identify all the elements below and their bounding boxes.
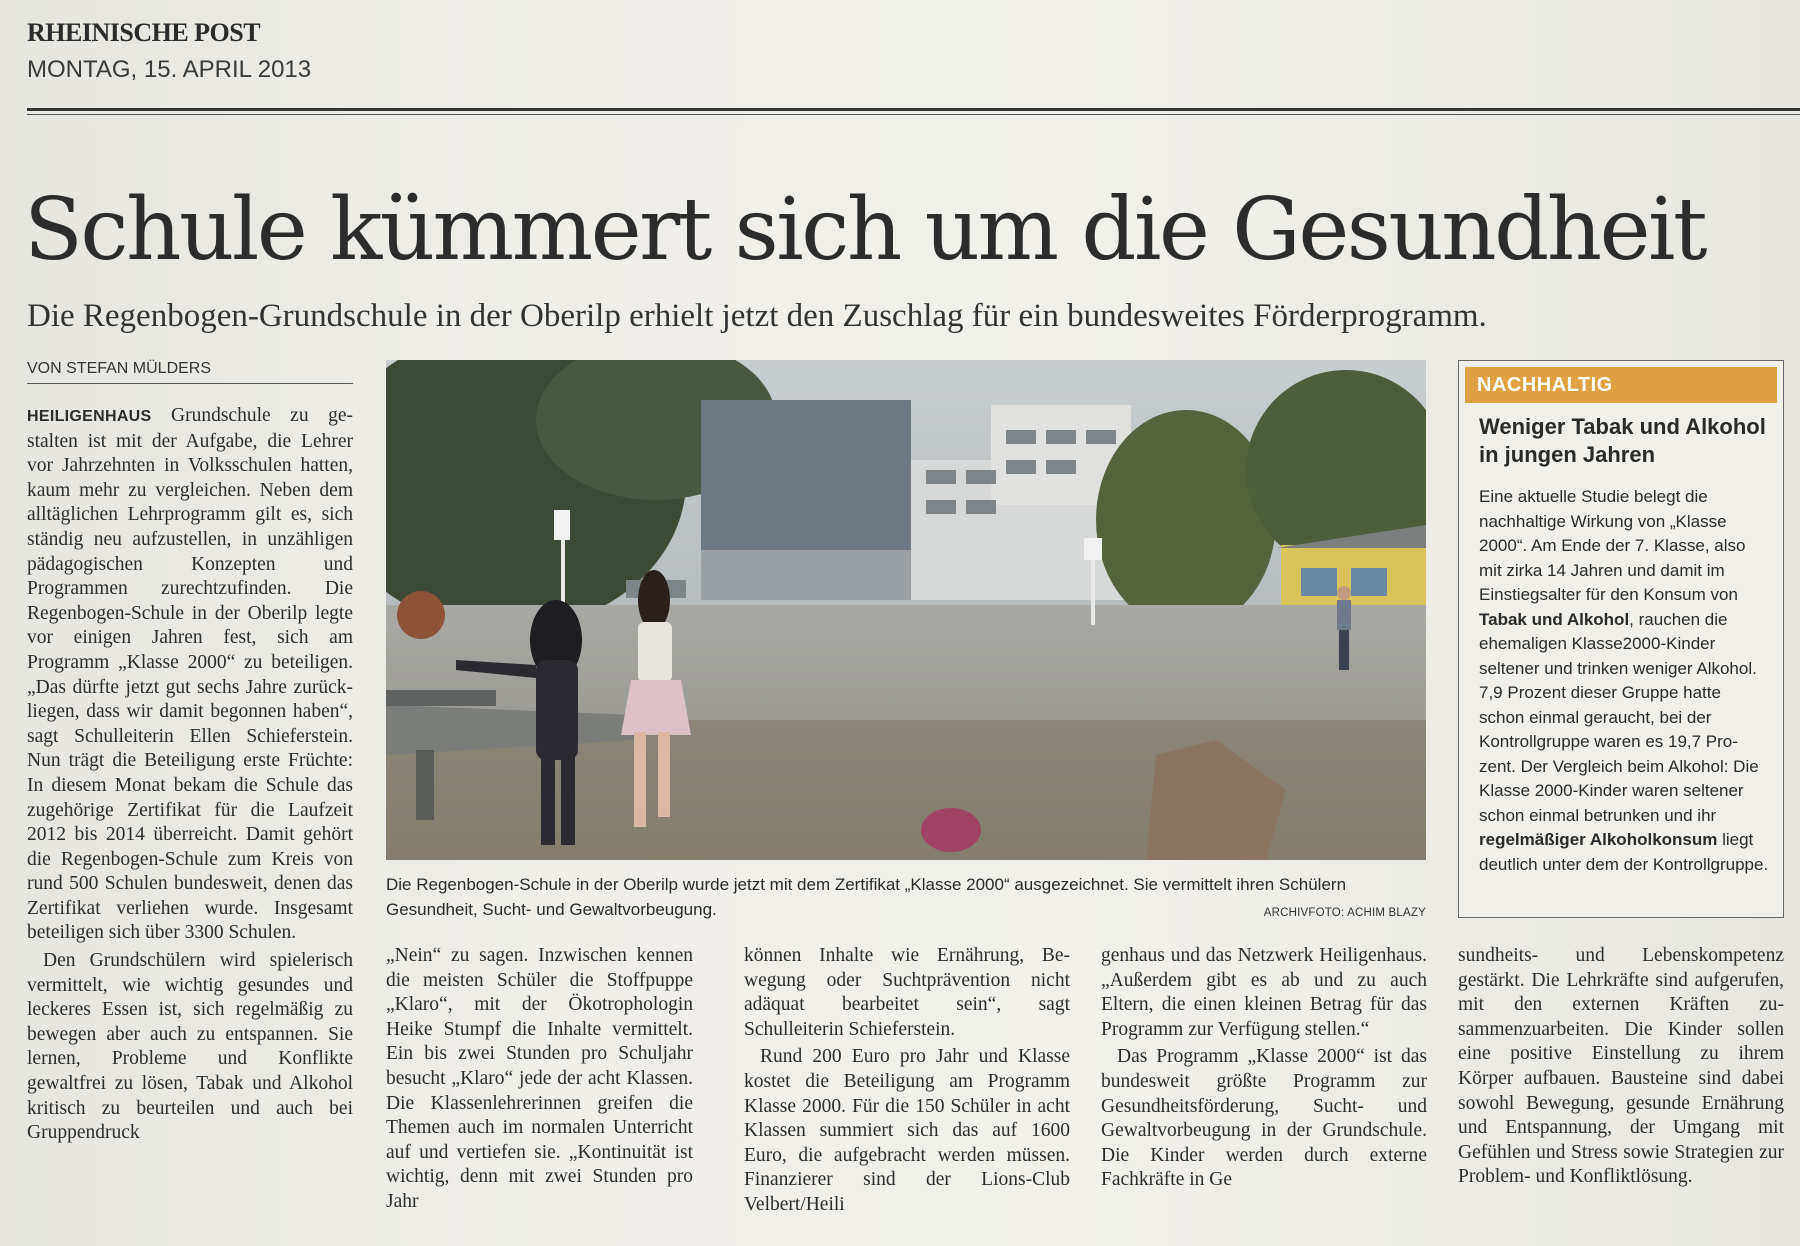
masthead-rule: [27, 108, 1800, 111]
article-subheadline: Die Regenbogen-Grundschule in der Oberilp erhielt jetzt den Zuschlag für ein bundesweites Förderprogramm.: [27, 298, 1487, 334]
window: [1301, 568, 1337, 596]
issue-date: MONTAG, 15. APRIL 2013: [27, 56, 312, 83]
paragraph: sundheits- und Lebenskompetenz gestärkt. Die Lehrkräfte sind aufgerufen, mit den externen Kräften zusammenzuarbeiten. Die Kinder sollen eine positive Einstellung zu ihrem Körper aufbauen. Bausteine sind dabei sowohl Bewegung, gesunde Ernährung und Entspannung, der Umgang mit Gefühlen und Stress sowie Strategien zur Problem- und Konfliktlösung.: [1458, 945, 1784, 1188]
photo-credit: ARCHIVFOTO: ACHIM BLAZY: [1263, 907, 1426, 919]
climbing-wall: [701, 550, 911, 600]
paragraph: [27, 404, 353, 946]
info-box-text: [1479, 485, 1769, 877]
boy-head: [1337, 586, 1351, 600]
paragraph: Das Programm „Klasse 2000“ ist das bundesweit größte Programm zur Gesundheitsförderung, Sucht- und Gewaltvorbeugung in der Grundschule. Die Kinder werden durch externe Fachkräfte in Ge: [1101, 1046, 1427, 1191]
masthead-rule-thin: [27, 114, 1800, 115]
article-column-5: [1458, 944, 1784, 1190]
masthead: [27, 18, 311, 86]
paragraph: können Inhalte wie Ernährung, Bewegung oder Suchtprävention nicht adäquat bearbeitet sein“, sagt Schulleiterin Schieferstein.: [744, 945, 1070, 1040]
info-box-title: Weniger Tabak und Alkohol in jungen Jahren: [1479, 414, 1766, 467]
info-box-label: NACHHALTIG: [1465, 367, 1777, 403]
child-dark-leg: [541, 755, 555, 845]
schoolyard-photo-illustration: [386, 360, 1426, 860]
tree-right: [1096, 410, 1276, 630]
article-column-2: [386, 944, 693, 1215]
info-text: , rauchen die ehemaligen Klasse2000-Kinder seltener und trinken weniger Alkohol. 7,9 Prozent dieser Gruppe hatte schon einmal geraucht, bei der Kontrollgruppe waren es 19,7 Prozent. Der Vergleich beim Alkohol: Die Klasse 2000-Kinder waren seltener schon einmal betrunken und ihr: [1479, 609, 1759, 825]
window: [1351, 568, 1387, 596]
info-text: Eine aktuelle Studie belegt die nachhaltige Wirkung von „Klasse 2000“. Am Ende der 7. Klasse, also mit zirka 14 Jahren und damit im Einstiegsalter für den Konsum von: [1479, 487, 1746, 604]
info-box: [1458, 360, 1784, 918]
article-headline: Schule kümmert sich um die Gesundheit: [24, 180, 1706, 280]
newspaper-name: RHEINISCHE POST: [27, 18, 261, 47]
info-text-bold: regelmäßiger Alkoholkonsum: [1479, 830, 1718, 849]
article-column-3: [744, 944, 1070, 1218]
child-dark-leg: [561, 755, 575, 845]
paragraph-text: Grundschule zu gestalten ist mit der Aufgabe, die Lehrer vor Jahrzehnten in Volksschulen hatten, kaum mehr zu vergleichen. Neben dem alltäglichen Lehrprogramm gilt es, sich ständig neu aufzustellen, in unzähligen pädagogischen Konzepten und Programmen zurechtzufinden. Die Regenbogen-Schule in der Oberilp legte vor einigen Jahren fest, sich am Programm „Klasse 2000“ zu beteiligen. „Das dürfte jetzt gut sechs Jahre zurückliegen, dass wir damit begonnen haben“, sagt Schulleiterin Ellen Schieferstein. Nun trägt die Beteiligung erste Früchte: In diesem Monat bekam die Schule das zugehörige Zertifikat für die Laufzeit 2012 bis 2014 überreicht. Damit gehört die Regenbogen-Schule zum Kreis von rund 500 Schulen bundesweit, denen das Zertifikat verliehen wurde. Insgesamt beteiligen sich über 3300 Schulen.: [27, 405, 353, 944]
table-leg: [416, 750, 434, 820]
paragraph: genhaus und das Netzwerk Heiligenhaus. „Außerdem gibt es ab und zu auch Eltern, die einen kleinen Betrag für das Programm zur Verfügung stellen.“: [1101, 945, 1427, 1040]
child-leg: [634, 732, 646, 827]
child-hair: [638, 570, 670, 630]
school-bag: [921, 808, 981, 852]
paragraph: Den Grundschülern wird spielerisch vermittelt, wie wichtig gesundes und leckeres Essen ist, sich regelmäßig zu bewegen aber auch zu entspannen. Sie lernen, Probleme und Konflikte gewaltfrei zu lösen, Tabak und Alkohol kritisch zu beurteilen und auch bei Gruppendruck: [27, 950, 353, 1144]
paragraph: „Nein“ zu sagen. Inzwischen kennen die meisten Schüler die Stoffpuppe „Klaro“, mit der Ökotrophologin Heike Stumpf die Inhalte vermittelt. Ein bis zwei Stunden pro Schuljahr besucht „Klaro“ jede der acht Klassen. Die Klassenlehrerinnen greifen die Themen auch im normalen Unterricht auf und vertiefen sie. „Kontinuität ist wichtig, denn mit zwei Stunden pro Jahr: [386, 945, 693, 1212]
article-column-4: [1101, 944, 1427, 1193]
info-text: liegt deutlich unter dem der Kontrollgruppe.: [1479, 830, 1769, 874]
boy-body: [1337, 600, 1351, 630]
dateline: HEILIGENHAUS: [27, 408, 152, 425]
table-tennis-net: [386, 690, 496, 706]
paragraph: Rund 200 Euro pro Jahr und Klasse kostet die Beteiligung am Programm Klasse 2000. Für die 150 Schüler in acht Klassen summiert sich das auf 1600 Euro, die aufgebracht werden müssen. Finanzierer sind der Lions-Club Velbert/Heili: [744, 1046, 1070, 1215]
child-shirt: [638, 622, 672, 682]
info-text-bold: Tabak und Alkohol: [1479, 609, 1630, 629]
byline: VON STEFAN MÜLDERS: [27, 360, 353, 384]
child-leg: [658, 732, 670, 817]
ball: [397, 591, 445, 639]
article-column-1: [27, 404, 353, 1146]
child-dark-body: [536, 660, 578, 760]
photo-caption: [386, 872, 1426, 922]
boy-legs: [1339, 630, 1349, 670]
basketball-board: [1084, 538, 1102, 560]
child-skirt: [621, 680, 691, 735]
basketball-board: [554, 510, 570, 540]
caption-text: Die Regenbogen-Schule in der Oberilp wurde jetzt mit dem Zertifikat „Klasse 2000“ ausgezeichnet. Sie vermittelt ihren Schülern Gesundheit, Sucht- und Gewaltvorbeugung.: [386, 875, 1347, 919]
article-photo: [386, 360, 1426, 860]
